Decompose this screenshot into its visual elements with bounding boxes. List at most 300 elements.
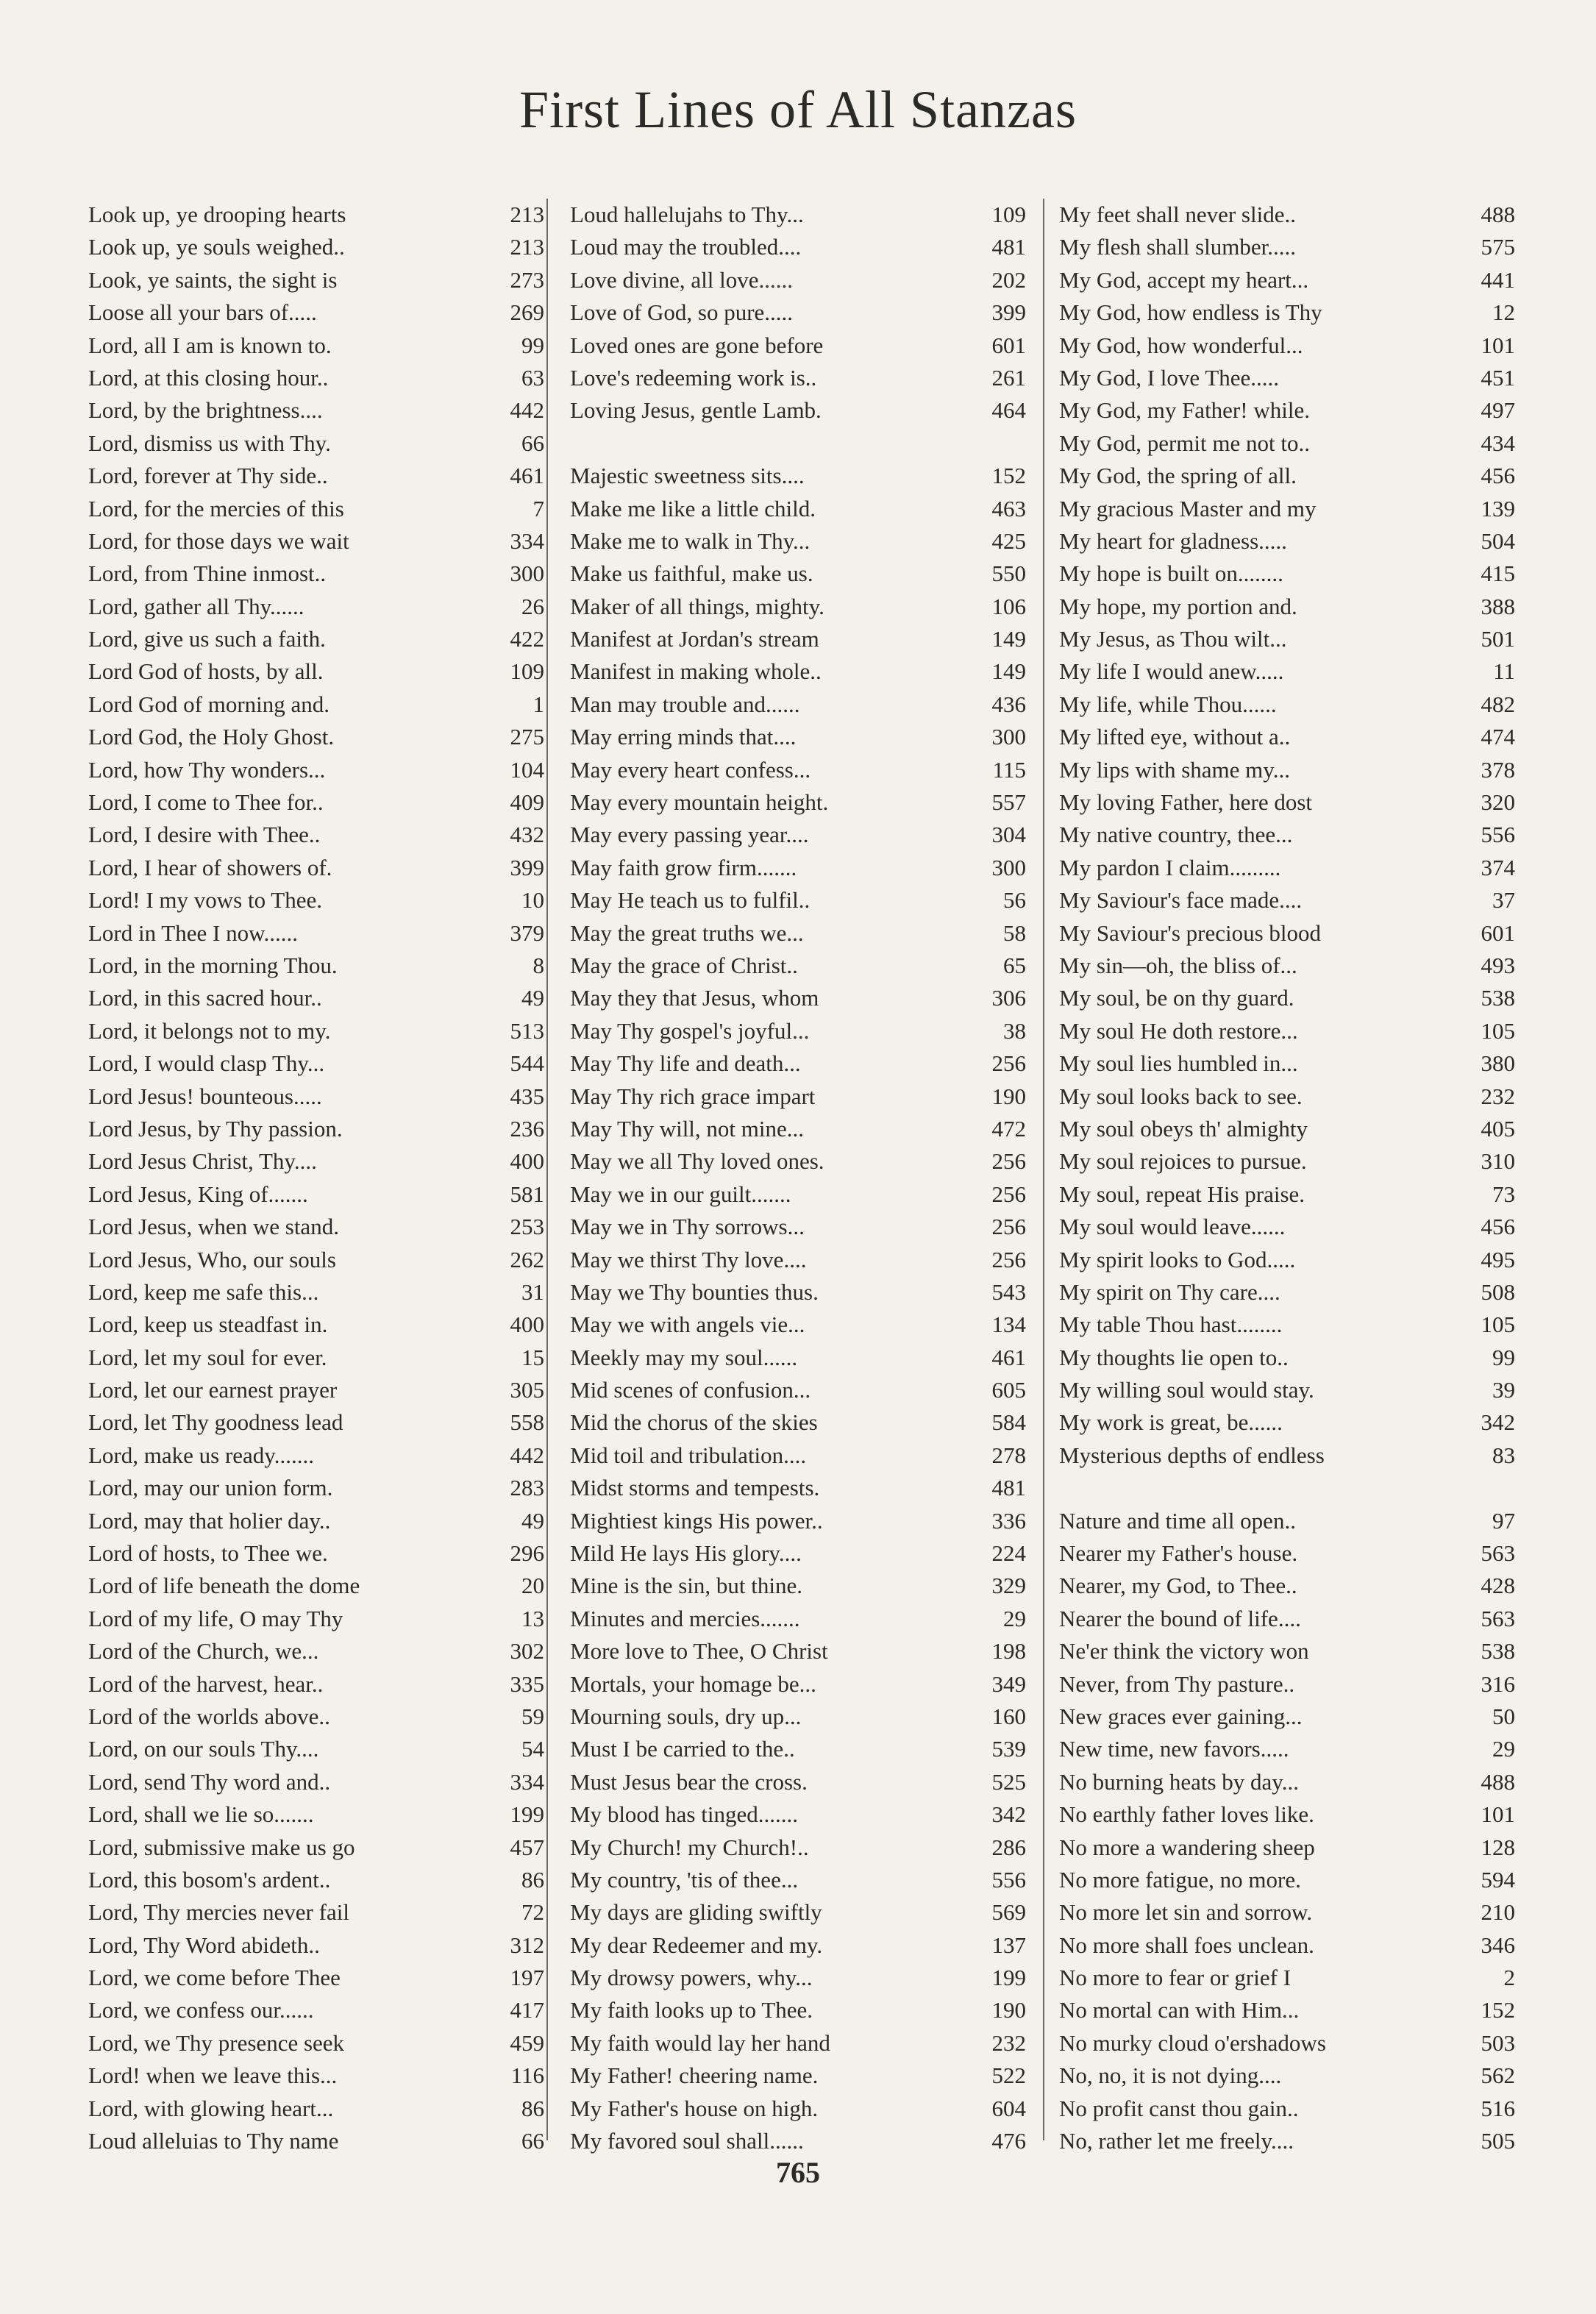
- index-entry: [570, 525, 1026, 558]
- index-entry: [88, 394, 544, 427]
- index-entry: [1059, 199, 1515, 231]
- hymn-page-number: 199: [510, 1801, 544, 1828]
- index-entry: [88, 688, 544, 721]
- hymn-page-number: 275: [510, 724, 544, 750]
- first-line-text: Lord, for those days we wait: [88, 527, 349, 554]
- first-line-text: Lord, let our earnest prayer: [88, 1377, 338, 1403]
- index-entry: [88, 264, 544, 296]
- first-line-text: Meekly may my soul......: [570, 1344, 798, 1370]
- index-entry: [1059, 330, 1515, 362]
- index-entry: [1059, 1406, 1515, 1439]
- hymn-page-number: 73: [1492, 1181, 1515, 1207]
- first-line-text: Loud may the troubled....: [570, 234, 802, 260]
- first-line-text: Lord! when we leave this...: [88, 2062, 338, 2089]
- hymn-page-number: 508: [1481, 1278, 1515, 1305]
- index-entry: [88, 296, 544, 329]
- first-line-text: My God, permit me not to..: [1059, 430, 1310, 456]
- hymn-page-number: 505: [1481, 2128, 1515, 2154]
- index-entry: [1059, 231, 1515, 263]
- hymn-page-number: 224: [991, 1540, 1026, 1567]
- first-line-text: Mid the chorus of the skies: [570, 1409, 818, 1436]
- index-entry: [1059, 1047, 1515, 1080]
- first-line-text: No profit canst thou gain..: [1059, 2095, 1299, 2121]
- hymn-page-number: 493: [1481, 952, 1515, 978]
- index-entry: [570, 296, 1026, 329]
- hymn-page-number: 550: [991, 560, 1026, 587]
- hymn-page-number: 128: [1481, 1834, 1515, 1860]
- index-entry: [88, 1342, 544, 1374]
- index-entry: [1059, 1570, 1515, 1602]
- index-entry: [1059, 1309, 1515, 1341]
- hymn-page-number: 302: [510, 1638, 544, 1665]
- first-line-text: Manifest at Jordan's stream: [570, 626, 819, 652]
- hymn-page-number: 563: [1481, 1540, 1515, 1567]
- hymn-page-number: 538: [1481, 1638, 1515, 1665]
- hymn-page-number: 10: [521, 887, 544, 914]
- index-entry: [1059, 1276, 1515, 1309]
- index-entry: [1059, 1015, 1515, 1047]
- index-entry: [570, 2093, 1026, 2125]
- hymn-page-number: 538: [1481, 985, 1515, 1011]
- first-line-text: My Saviour's precious blood: [1059, 919, 1322, 946]
- index-entry: [88, 199, 544, 231]
- index-entry: [570, 1047, 1026, 1080]
- index-entry: [570, 1472, 1026, 1504]
- first-line-text: No burning heats by day...: [1059, 1768, 1300, 1795]
- index-entry: [1059, 1505, 1515, 1537]
- index-entry: [88, 852, 544, 884]
- hymn-page-number: 456: [1481, 463, 1515, 489]
- hymn-page-number: 137: [991, 1932, 1026, 1958]
- hymn-page-number: 400: [510, 1311, 544, 1338]
- first-line-text: My spirit looks to God.....: [1059, 1246, 1296, 1272]
- first-line-text: Lord, Thy mercies never fail: [88, 1899, 349, 1926]
- hymn-page-number: 556: [991, 1866, 1026, 1893]
- first-line-text: Lord, we come before Thee: [88, 1965, 341, 1991]
- first-line-text: Make us faithful, make us.: [570, 560, 813, 587]
- index-entry: [570, 1962, 1026, 1994]
- first-line-text: My Jesus, as Thou wilt...: [1059, 626, 1287, 652]
- first-line-text: May they that Jesus, whom: [570, 985, 819, 1011]
- hymn-page-number: 556: [1481, 822, 1515, 848]
- first-line-text: Lord God, the Holy Ghost.: [88, 724, 335, 750]
- first-line-text: May every passing year....: [570, 822, 809, 848]
- first-line-text: No earthly father loves like.: [1059, 1801, 1314, 1828]
- hymn-page-number: 488: [1481, 202, 1515, 227]
- hymn-page-number: 269: [510, 299, 544, 326]
- index-entry: [570, 199, 1026, 231]
- index-entry: [570, 1701, 1026, 1733]
- first-line-text: Lord, with glowing heart...: [88, 2095, 334, 2121]
- index-entry: [570, 1994, 1026, 2026]
- hymn-page-number: 306: [991, 985, 1026, 1011]
- hymn-page-number: 604: [991, 2095, 1026, 2121]
- hymn-page-number: 575: [1481, 234, 1515, 260]
- index-entry: [1059, 394, 1515, 427]
- index-entry: [1059, 1962, 1515, 1994]
- hymn-page-number: 278: [991, 1442, 1026, 1468]
- hymn-page-number: 399: [991, 299, 1026, 326]
- first-line-text: No more let sin and sorrow.: [1059, 1899, 1313, 1926]
- hymn-page-number: 99: [521, 332, 544, 358]
- hymn-page-number: 37: [1492, 887, 1515, 914]
- index-entry: [570, 394, 1026, 427]
- hymn-page-number: 463: [991, 495, 1026, 521]
- hymn-page-number: 29: [1492, 1736, 1515, 1762]
- hymn-page-number: 482: [1481, 691, 1515, 717]
- index-entry: [1059, 819, 1515, 851]
- column-divider: [546, 199, 548, 2140]
- first-line-text: Lord, on our souls Thy....: [88, 1736, 319, 1762]
- first-line-text: May the great truths we...: [570, 919, 804, 946]
- hymn-page-number: 115: [992, 756, 1026, 783]
- hymn-page-number: 256: [991, 1181, 1026, 1207]
- hymn-page-number: 54: [521, 1736, 544, 1762]
- hymn-page-number: 256: [991, 1214, 1026, 1240]
- hymn-page-number: 149: [991, 658, 1026, 685]
- hymn-page-number: 472: [991, 1115, 1026, 1142]
- first-line-text: My soul He doth restore...: [1059, 1017, 1298, 1044]
- first-line-text: Majestic sweetness sits....: [570, 463, 805, 489]
- first-line-text: No more a wandering sheep: [1059, 1834, 1315, 1860]
- first-line-text: May we Thy bounties thus.: [570, 1278, 819, 1305]
- hymn-page-number: 342: [1481, 1409, 1515, 1436]
- index-entry: [1059, 2125, 1515, 2157]
- page-number: 765: [776, 2156, 820, 2189]
- first-line-text: My heart for gladness.....: [1059, 527, 1287, 554]
- first-line-text: Lord, in this sacred hour..: [88, 985, 322, 1011]
- first-line-text: My favored soul shall......: [570, 2128, 804, 2154]
- hymn-page-number: 334: [510, 1768, 544, 1795]
- first-line-text: New time, new favors.....: [1059, 1736, 1289, 1762]
- hymn-page-number: 481: [991, 1475, 1026, 1501]
- first-line-text: Lord, we confess our......: [88, 1997, 314, 2023]
- hymn-page-number: 134: [991, 1311, 1026, 1338]
- hymn-page-number: 232: [1481, 1083, 1515, 1109]
- first-line-text: My soul would leave......: [1059, 1214, 1286, 1240]
- index-entry: [88, 786, 544, 819]
- index-entry: [1059, 591, 1515, 623]
- first-line-text: Mysterious depths of endless: [1059, 1442, 1325, 1468]
- hymn-page-number: 197: [510, 1965, 544, 1991]
- first-line-text: No mortal can with Him...: [1059, 1997, 1300, 2023]
- hymn-page-number: 464: [991, 397, 1026, 424]
- hymn-page-number: 400: [510, 1148, 544, 1175]
- first-line-text: Mid scenes of confusion...: [570, 1377, 811, 1403]
- index-entry: [1059, 1081, 1515, 1113]
- index-entry: [570, 1929, 1026, 1962]
- hymn-page-number: 605: [991, 1377, 1026, 1403]
- first-line-text: Loud alleluias to Thy name: [88, 2128, 339, 2154]
- hymn-page-number: 504: [1481, 527, 1515, 554]
- first-line-text: My willing soul would stay.: [1059, 1377, 1314, 1403]
- index-entry: [570, 655, 1026, 688]
- hymn-page-number: 442: [510, 1442, 544, 1468]
- index-entry: [570, 1864, 1026, 1896]
- hymn-page-number: 63: [521, 364, 544, 391]
- hymn-page-number: 99: [1492, 1344, 1515, 1370]
- hymn-page-number: 253: [510, 1214, 544, 1240]
- first-line-text: My spirit on Thy care....: [1059, 1278, 1280, 1305]
- index-entry: [1059, 1896, 1515, 1929]
- hymn-page-number: 474: [1481, 724, 1515, 750]
- index-entry: [88, 917, 544, 950]
- index-entry: [1059, 427, 1515, 460]
- first-line-text: Look up, ye drooping hearts: [88, 202, 346, 227]
- hymn-page-number: 409: [510, 789, 544, 816]
- hymn-page-number: 39: [1492, 1377, 1515, 1403]
- first-line-text: May we thirst Thy love....: [570, 1246, 807, 1272]
- index-entry: [88, 950, 544, 982]
- hymn-page-number: 516: [1481, 2095, 1515, 2121]
- hymn-page-number: 320: [1481, 789, 1515, 816]
- first-line-text: My soul lies humbled in...: [1059, 1050, 1298, 1077]
- index-entry: [1059, 1733, 1515, 1765]
- index-entry: [1059, 950, 1515, 982]
- hymn-page-number: 581: [510, 1181, 544, 1207]
- hymn-page-number: 300: [991, 854, 1026, 880]
- index-entry: [570, 1668, 1026, 1701]
- index-entry: [570, 1276, 1026, 1309]
- hymn-page-number: 543: [991, 1278, 1026, 1305]
- hymn-page-number: 210: [1481, 1899, 1515, 1926]
- index-entry: [1059, 2093, 1515, 2125]
- first-line-text: No more to fear or grief I: [1059, 1965, 1292, 1991]
- first-line-text: May faith grow firm.......: [570, 854, 797, 880]
- hymn-page-number: 525: [991, 1768, 1026, 1795]
- first-line-text: My soul obeys th' almighty: [1059, 1115, 1308, 1142]
- hymn-page-number: 7: [532, 495, 544, 521]
- first-line-text: My feet shall never slide..: [1059, 202, 1296, 227]
- index-entry: [1059, 1439, 1515, 1472]
- index-entry: [570, 362, 1026, 394]
- first-line-text: Lord, may our union form.: [88, 1475, 333, 1501]
- hymn-page-number: 11: [1493, 658, 1515, 685]
- index-entry: [88, 819, 544, 851]
- first-line-text: Lord in Thee I now......: [88, 919, 298, 946]
- index-entry: [88, 1145, 544, 1178]
- index-entry: [570, 2060, 1026, 2092]
- hymn-page-number: 20: [521, 1573, 544, 1599]
- index-entry: [1059, 1831, 1515, 1864]
- first-line-text: Nature and time all open..: [1059, 1507, 1296, 1534]
- hymn-page-number: 104: [510, 756, 544, 783]
- index-entry: [1059, 1603, 1515, 1635]
- hymn-page-number: 72: [521, 1899, 544, 1926]
- hymn-page-number: 601: [991, 332, 1026, 358]
- hymn-page-number: 300: [510, 560, 544, 587]
- first-line-text: My God, the spring of all.: [1059, 463, 1297, 489]
- hymn-page-number: 101: [1481, 1801, 1515, 1828]
- first-line-text: Nearer, my God, to Thee..: [1059, 1573, 1297, 1599]
- first-line-text: Loved ones are gone before: [570, 332, 824, 358]
- first-line-text: No, rather let me freely....: [1059, 2128, 1294, 2154]
- page-title: First Lines of All Stanzas: [519, 80, 1077, 140]
- index-entry: [1059, 1537, 1515, 1570]
- index-entry: [570, 1570, 1026, 1602]
- first-line-text: My loving Father, here dost: [1059, 789, 1313, 816]
- hymn-page-number: 562: [1481, 2062, 1515, 2089]
- index-entry: [570, 1113, 1026, 1145]
- index-entry: [88, 1472, 544, 1504]
- index-entry: [1059, 1929, 1515, 1962]
- hymn-page-number: 415: [1481, 560, 1515, 587]
- index-entry: [1059, 264, 1515, 296]
- hymn-page-number: 213: [510, 202, 544, 227]
- first-line-text: Lord, in the morning Thou.: [88, 952, 338, 978]
- index-entry: [1059, 1342, 1515, 1374]
- first-line-text: My life, while Thou......: [1059, 691, 1277, 717]
- index-entry: [88, 1668, 544, 1701]
- hymn-page-number: 83: [1492, 1442, 1515, 1468]
- first-line-text: Lord Jesus, when we stand.: [88, 1214, 339, 1240]
- index-entry: [570, 754, 1026, 786]
- hymn-page-number: 461: [991, 1344, 1026, 1370]
- index-entry: [88, 1244, 544, 1276]
- hymn-page-number: 456: [1481, 1214, 1515, 1240]
- hymn-page-number: 488: [1481, 1768, 1515, 1795]
- index-entry: [570, 1733, 1026, 1765]
- hymn-page-number: 58: [1003, 919, 1026, 946]
- hymn-page-number: 236: [510, 1115, 544, 1142]
- hymn-page-number: 346: [1481, 1932, 1515, 1958]
- first-line-text: Maker of all things, mighty.: [570, 593, 824, 619]
- index-entry: [88, 1113, 544, 1145]
- index-entry: [88, 2027, 544, 2060]
- first-line-text: Mid toil and tribulation....: [570, 1442, 807, 1468]
- first-line-text: Man may trouble and......: [570, 691, 800, 717]
- hymn-page-number: 497: [1481, 397, 1515, 424]
- index-entry: [570, 1081, 1026, 1113]
- first-line-text: Lord, I would clasp Thy...: [88, 1050, 325, 1077]
- hymn-page-number: 256: [991, 1148, 1026, 1175]
- first-line-text: My soul looks back to see.: [1059, 1083, 1303, 1109]
- first-line-text: Lord of hosts, to Thee we.: [88, 1540, 328, 1567]
- hymn-page-number: 405: [1481, 1115, 1515, 1142]
- hymn-page-number: 457: [510, 1834, 544, 1860]
- hymn-page-number: 262: [510, 1246, 544, 1272]
- first-line-text: Lord, this bosom's ardent..: [88, 1866, 331, 1893]
- index-entry: [570, 2027, 1026, 2060]
- first-line-text: My flesh shall slumber.....: [1059, 234, 1297, 260]
- hymn-page-number: 199: [991, 1965, 1026, 1991]
- first-line-text: May we with angels vie...: [570, 1311, 805, 1338]
- index-entry: [570, 1603, 1026, 1635]
- first-line-text: Lord, let Thy goodness lead: [88, 1409, 343, 1436]
- first-line-text: My God, how endless is Thy: [1059, 299, 1322, 326]
- first-line-text: Lord, Thy Word abideth..: [88, 1932, 320, 1958]
- hymn-page-number: 149: [991, 626, 1026, 652]
- first-line-text: No, no, it is not dying....: [1059, 2062, 1282, 2089]
- first-line-text: Mild He lays His glory....: [570, 1540, 802, 1567]
- hymn-page-number: 256: [991, 1050, 1026, 1077]
- index-entry: [570, 1406, 1026, 1439]
- index-entry: [1059, 982, 1515, 1014]
- first-line-text: My sin—oh, the bliss of...: [1059, 952, 1297, 978]
- first-line-text: Lord, I desire with Thee..: [88, 822, 321, 848]
- index-entry: [1059, 754, 1515, 786]
- first-line-text: No more fatigue, no more.: [1059, 1866, 1301, 1893]
- hymn-page-number: 26: [521, 593, 544, 619]
- index-entry: [570, 721, 1026, 753]
- first-line-text: May every heart confess...: [570, 756, 811, 783]
- first-line-text: My soul, repeat His praise.: [1059, 1181, 1305, 1207]
- hymn-page-number: 495: [1481, 1246, 1515, 1272]
- first-line-text: Lord, at this closing hour..: [88, 364, 329, 391]
- first-line-text: May He teach us to fulfil..: [570, 887, 811, 914]
- index-entry: [1059, 852, 1515, 884]
- first-line-text: Lord Jesus, King of.......: [88, 1181, 308, 1207]
- hymn-page-number: 434: [1481, 430, 1515, 456]
- first-line-text: My drowsy powers, why...: [570, 1965, 813, 1991]
- first-line-text: Must Jesus bear the cross.: [570, 1768, 808, 1795]
- index-entry: [88, 1994, 544, 2026]
- index-entry: [570, 786, 1026, 819]
- index-entry: [88, 2060, 544, 2092]
- hymn-page-number: 105: [1481, 1311, 1515, 1338]
- hymn-page-number: 97: [1492, 1507, 1515, 1534]
- hymn-page-number: 12: [1492, 299, 1515, 326]
- first-line-text: Lord, make us ready.......: [88, 1442, 315, 1468]
- first-line-text: My soul rejoices to pursue.: [1059, 1148, 1307, 1175]
- hymn-page-number: 569: [991, 1899, 1026, 1926]
- hymn-page-number: 49: [521, 1507, 544, 1534]
- hymn-page-number: 441: [1481, 266, 1515, 293]
- hymn-page-number: 256: [991, 1246, 1026, 1272]
- first-line-text: My soul, be on thy guard.: [1059, 985, 1294, 1011]
- hymn-page-number: 105: [1481, 1017, 1515, 1044]
- first-line-text: My God, accept my heart...: [1059, 266, 1309, 293]
- hymn-page-number: 388: [1481, 593, 1515, 619]
- index-entry: [88, 493, 544, 525]
- index-entry: [88, 1733, 544, 1765]
- index-entry: [1059, 1798, 1515, 1831]
- first-line-text: Must I be carried to the..: [570, 1736, 795, 1762]
- first-line-text: Lord, for the mercies of this: [88, 495, 344, 521]
- first-line-text: My hope is built on........: [1059, 560, 1283, 587]
- hymn-page-number: 202: [991, 266, 1026, 293]
- index-entry: [570, 884, 1026, 916]
- first-line-text: My work is great, be......: [1059, 1409, 1283, 1436]
- first-line-text: May the grace of Christ..: [570, 952, 798, 978]
- first-line-text: Lord of the harvest, hear..: [88, 1670, 324, 1697]
- index-entry: [88, 1374, 544, 1406]
- index-entry: [1059, 1113, 1515, 1145]
- hymn-page-number: 436: [991, 691, 1026, 717]
- hymn-page-number: 13: [521, 1605, 544, 1631]
- first-line-text: Loving Jesus, gentle Lamb.: [570, 397, 822, 424]
- hymn-page-number: 49: [521, 985, 544, 1011]
- hymn-page-number: 232: [991, 2029, 1026, 2056]
- first-line-text: My God, how wonderful...: [1059, 332, 1303, 358]
- hymn-page-number: 152: [1481, 1997, 1515, 2023]
- index-entry: [570, 819, 1026, 851]
- index-entry: [1059, 2060, 1515, 2092]
- index-entry: [570, 1896, 1026, 1929]
- hymn-page-number: 50: [1492, 1703, 1515, 1729]
- hymn-page-number: 335: [510, 1670, 544, 1697]
- first-line-text: Lord! I my vows to Thee.: [88, 887, 322, 914]
- hymn-page-number: 428: [1481, 1573, 1515, 1599]
- first-line-text: Lord, we Thy presence seek: [88, 2029, 345, 2056]
- hymn-page-number: 435: [510, 1083, 544, 1109]
- hymn-page-number: 584: [991, 1409, 1026, 1436]
- first-line-text: Lord, keep me safe this...: [88, 1278, 319, 1305]
- hymn-page-number: 594: [1481, 1866, 1515, 1893]
- index-entry: [570, 1635, 1026, 1667]
- hymn-page-number: 300: [991, 724, 1026, 750]
- hymn-page-number: 286: [991, 1834, 1026, 1860]
